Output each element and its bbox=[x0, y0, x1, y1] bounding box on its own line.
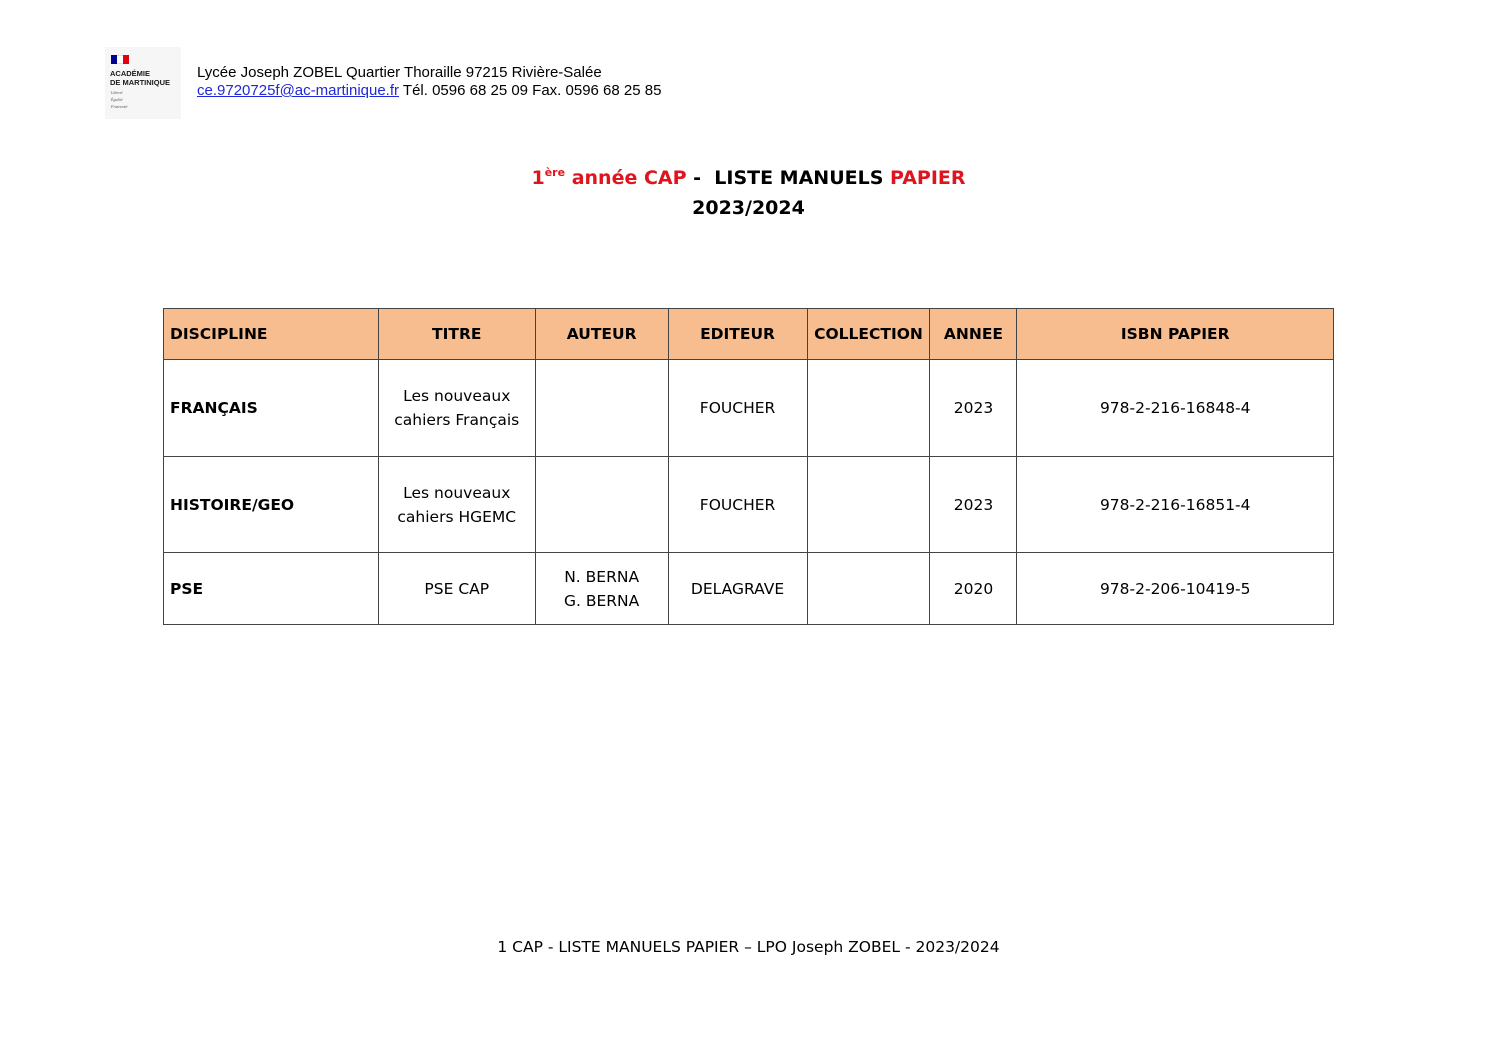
table-row bbox=[164, 360, 1334, 457]
titre-line: Les nouveaux bbox=[403, 387, 511, 405]
col-header-collection: COLLECTION bbox=[807, 309, 930, 360]
page-footer: 1 CAP - LISTE MANUELS PAPIER – LPO Joseph ZOBEL - 2023/2024 bbox=[497, 938, 1000, 956]
cell-collection bbox=[807, 553, 930, 625]
title-level: année CAP bbox=[565, 167, 687, 189]
titre-line: PSE CAP bbox=[424, 579, 490, 598]
school-email-link[interactable]: ce.9720725f@ac-martinique.fr bbox=[197, 82, 400, 99]
academie-logo bbox=[105, 47, 181, 119]
table-header-row bbox=[164, 309, 1334, 360]
cell-auteur bbox=[535, 553, 668, 625]
logo-line-1: ACADÉMIE bbox=[110, 69, 151, 78]
cell-collection bbox=[807, 457, 930, 553]
title-year: 2023/2024 bbox=[692, 197, 805, 219]
cell-discipline: PSE bbox=[164, 553, 379, 625]
title-line-1 bbox=[0, 163, 1497, 193]
school-address: Lycée Joseph ZOBEL Quartier Thoraille 97215 Rivière-Salée bbox=[197, 64, 602, 81]
col-header-isbn: ISBN PAPIER bbox=[1017, 309, 1334, 360]
cell-auteur bbox=[535, 360, 668, 457]
titre-line: cahiers HGEMC bbox=[397, 507, 517, 526]
title-ordinal: 1 bbox=[531, 167, 545, 189]
cell-isbn: 978-2-206-10419-5 bbox=[1017, 553, 1334, 625]
cell-annee: 2020 bbox=[930, 553, 1017, 625]
auteur-line: N. BERNA bbox=[564, 567, 640, 586]
cell-isbn: 978-2-216-16848-4 bbox=[1017, 360, 1334, 457]
cell-annee: 2023 bbox=[930, 360, 1017, 457]
cell-titre bbox=[378, 457, 535, 553]
textbook-table bbox=[163, 308, 1334, 625]
school-contact-line bbox=[197, 82, 661, 100]
cell-discipline: HISTOIRE/GEO bbox=[164, 457, 379, 553]
col-header-auteur: AUTEUR bbox=[535, 309, 668, 360]
title-list: - LISTE MANUELS bbox=[686, 167, 891, 189]
title-kind: PAPIER bbox=[890, 167, 966, 189]
school-info bbox=[197, 64, 661, 100]
cell-auteur bbox=[535, 457, 668, 553]
cell-titre bbox=[378, 360, 535, 457]
logo-motto-2: Égalité bbox=[111, 97, 123, 102]
table-row bbox=[164, 553, 1334, 625]
cell-titre bbox=[378, 553, 535, 625]
cell-annee: 2023 bbox=[930, 457, 1017, 553]
titre-line: Les nouveaux bbox=[403, 483, 511, 502]
col-header-editeur: EDITEUR bbox=[668, 309, 807, 360]
cell-editeur: DELAGRAVE bbox=[668, 553, 807, 625]
col-header-titre: TITRE bbox=[378, 309, 535, 360]
cell-editeur: FOUCHER bbox=[668, 360, 807, 457]
title-ordinal-sup: ère bbox=[544, 166, 566, 179]
school-phone-fax: Tél. 0596 68 25 09 Fax. 0596 68 25 85 bbox=[399, 82, 662, 99]
cell-editeur: FOUCHER bbox=[668, 457, 807, 553]
col-header-discipline: DISCIPLINE bbox=[164, 309, 379, 360]
cell-collection bbox=[807, 360, 930, 457]
cell-isbn: 978-2-216-16851-4 bbox=[1017, 457, 1334, 553]
col-header-annee: ANNEE bbox=[930, 309, 1017, 360]
french-flag-icon bbox=[111, 55, 129, 64]
titre-line: cahiers Français bbox=[394, 411, 520, 429]
logo-line-2: DE MARTINIQUE bbox=[110, 78, 170, 87]
cell-discipline: FRANÇAIS bbox=[164, 360, 379, 457]
table-row bbox=[164, 457, 1334, 553]
auteur-line: G. BERNA bbox=[564, 591, 640, 610]
page-title bbox=[0, 163, 1497, 223]
logo-motto-3: Fraternité bbox=[111, 104, 128, 109]
logo-motto-1: Liberté bbox=[111, 90, 123, 95]
